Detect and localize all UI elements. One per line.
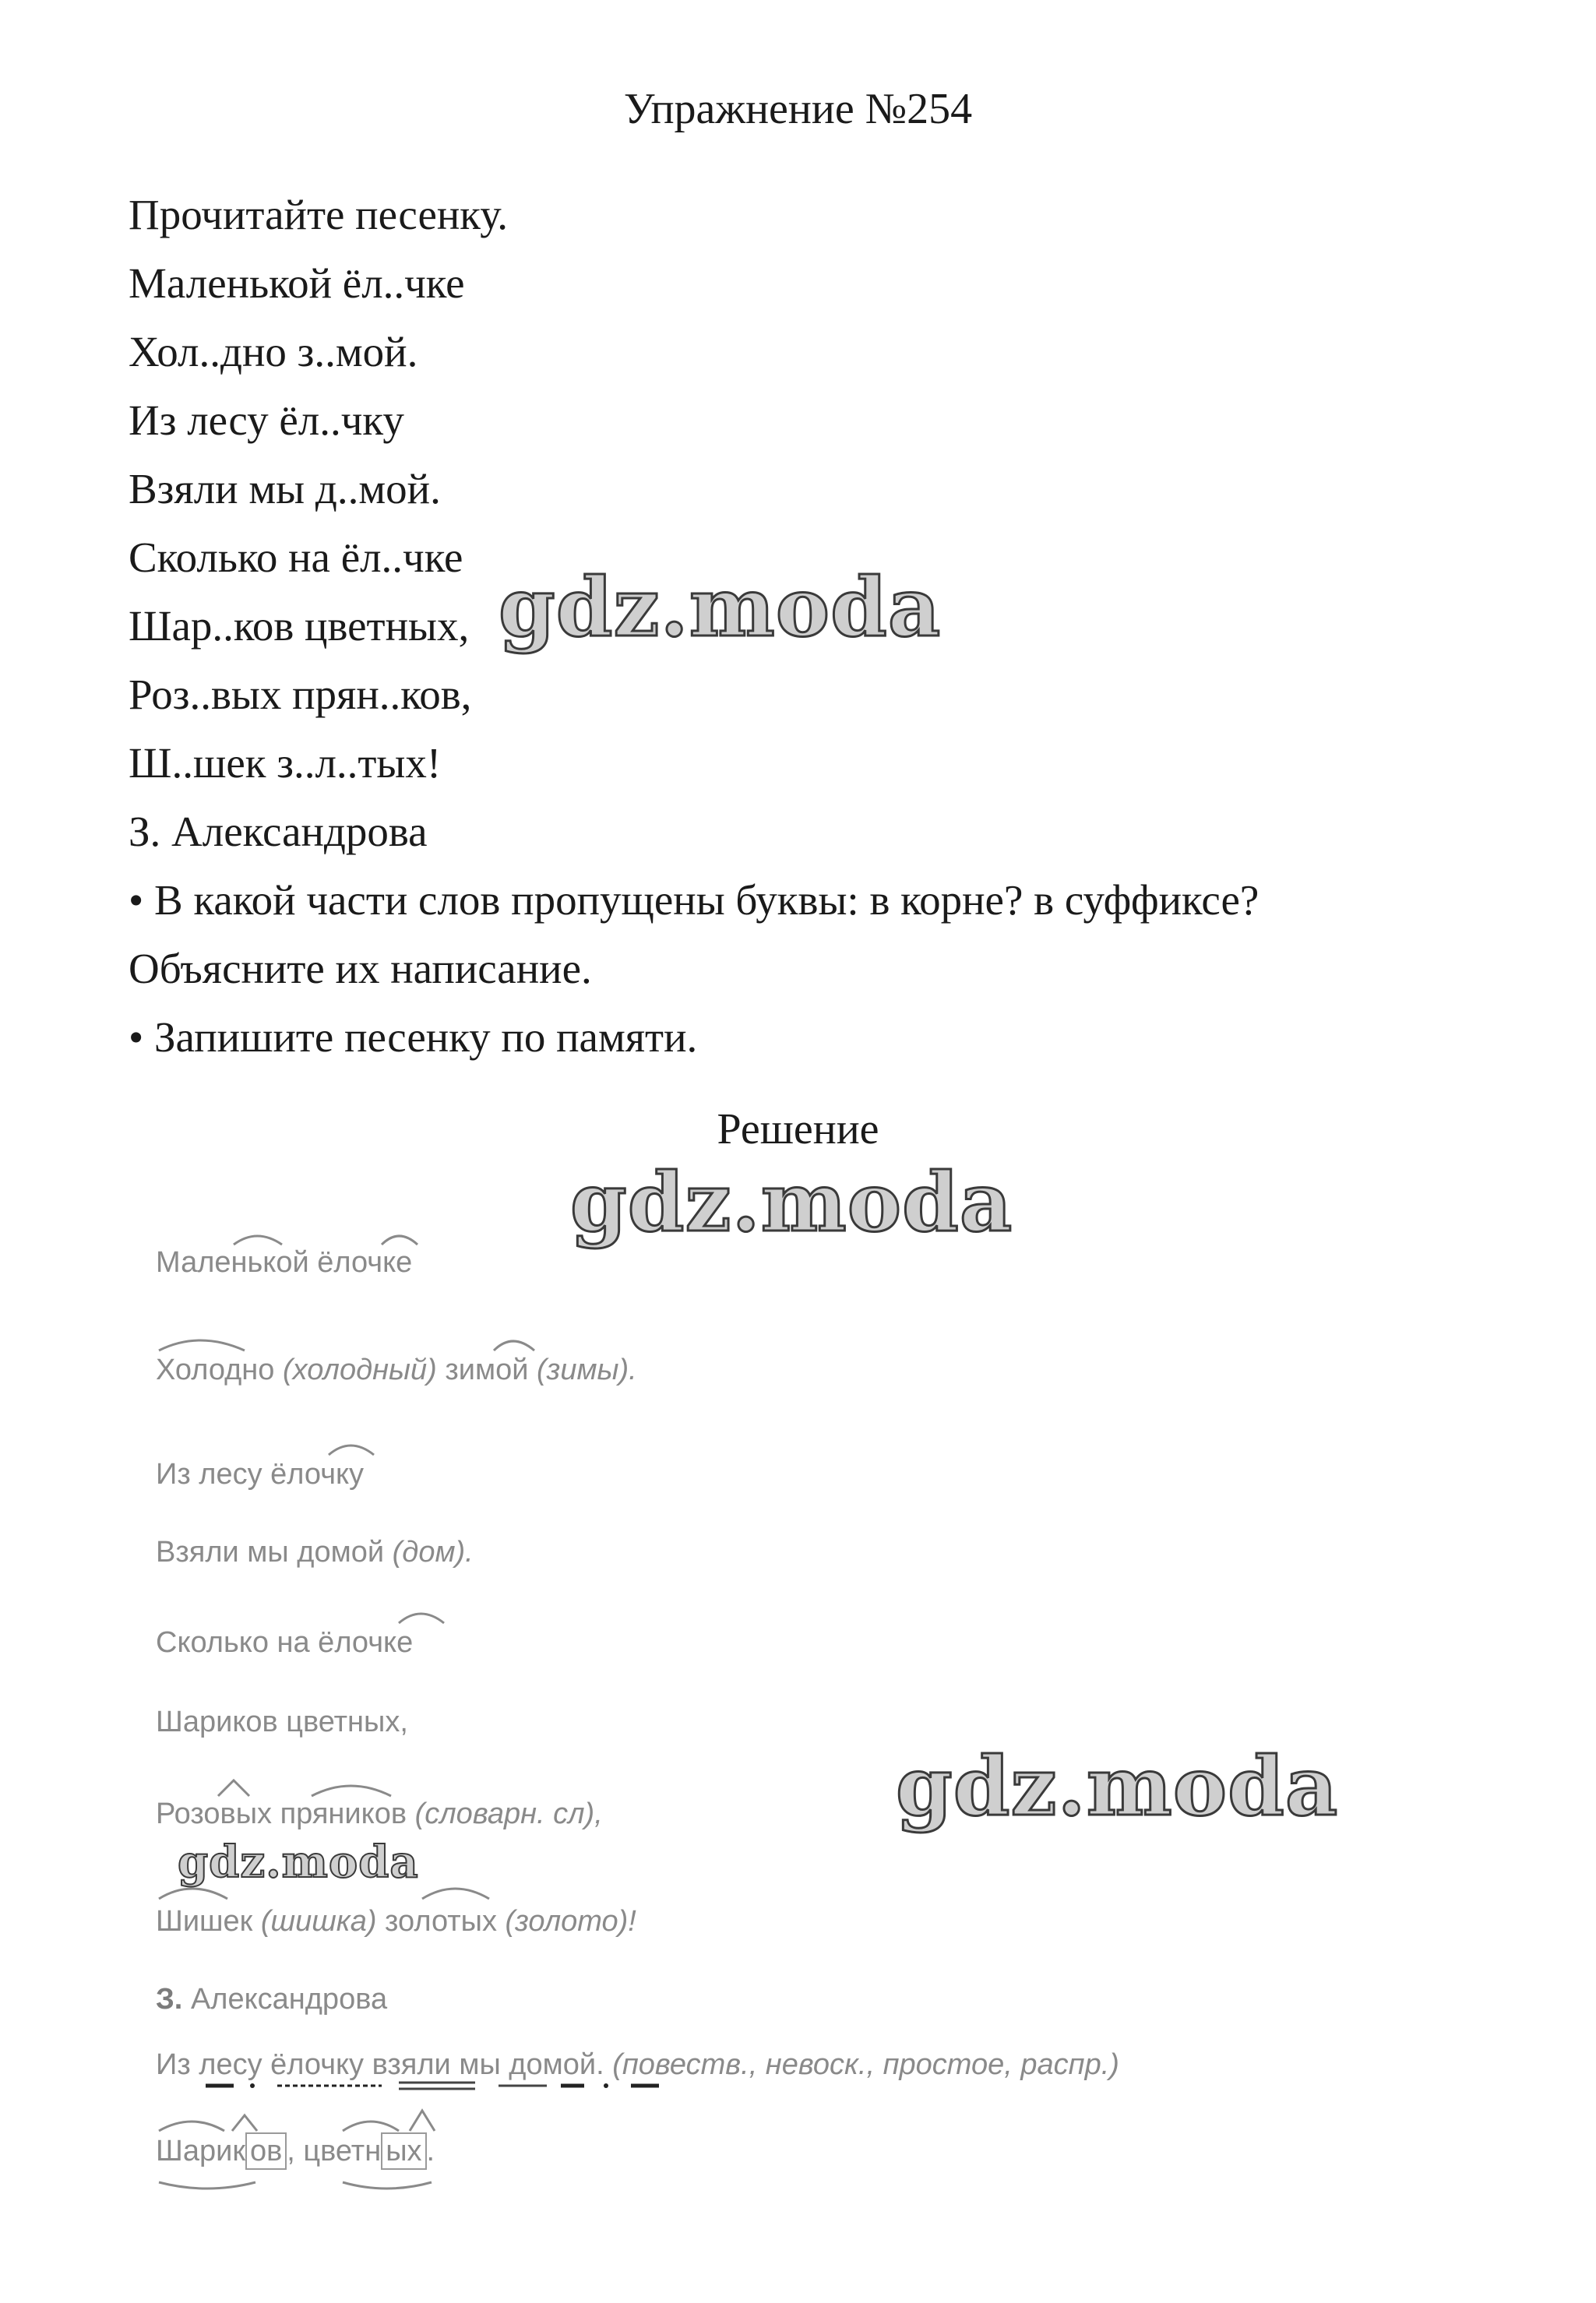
ending-box: ых — [381, 2132, 426, 2170]
exercise-line: Маленькой ёл..чке — [129, 259, 465, 307]
solution-word: Взяли мы домой — [156, 1536, 385, 1569]
watermark-logo: gdz.moda — [570, 1154, 1013, 1250]
exercise-line: Из лесу ёл..чку — [129, 396, 404, 444]
solution-hint: (дом). — [392, 1536, 474, 1569]
solution-word: Шишек — [156, 1905, 253, 1938]
root-arc-marks — [153, 1330, 558, 1354]
solution-line: Шариков цветных, — [156, 1706, 408, 1738]
exercise-line: • В какой части слов пропущены буквы: в корне? в суффиксе? — [129, 876, 1260, 924]
solution-line — [156, 1905, 636, 1939]
exercise-line: Ш..шек з..л..тых! — [129, 739, 442, 787]
exercise-line: Сколько на ёл..чке — [129, 533, 463, 581]
watermark-logo: gdz.moda — [499, 559, 942, 655]
morph-stem: цветн — [303, 2135, 382, 2167]
solution-hint: (золото)! — [505, 1905, 636, 1938]
solution-author — [156, 1983, 387, 2016]
exercise-line: З. Александрова — [129, 808, 428, 855]
sentence-underline-marks — [195, 2079, 678, 2095]
solution-line: Маленькой ёлочке — [156, 1246, 413, 1279]
root-arc-marks — [210, 1776, 413, 1799]
solution-word: Холодно — [156, 1354, 275, 1386]
watermark-logo: gdz.moda — [178, 1836, 419, 1888]
solution-word: Розовых пряников — [156, 1798, 407, 1830]
solution-word: зимой — [445, 1354, 529, 1386]
separator: , — [287, 2135, 295, 2167]
root-arc-marks — [389, 1603, 460, 1626]
solution-hint: (шишка) — [260, 1905, 377, 1938]
root-arc-marks — [226, 1224, 444, 1248]
exercise-line: Роз..вых прян..ков, — [129, 671, 472, 718]
solution-line: Из лесу ёлочку — [156, 1458, 365, 1491]
ending-box: ов — [245, 2132, 287, 2170]
solution-line — [156, 1354, 637, 1387]
parsed-sentence: Из лесу ёлочку взяли мы домой. — [156, 2048, 604, 2081]
solution-line — [156, 1798, 603, 1831]
solution-line: Сколько на ёлочке — [156, 1626, 414, 1659]
solution-line — [156, 1536, 474, 1569]
exercise-line: Взяли мы д..мой. — [129, 465, 441, 512]
exercise-line: Объясните их написание. — [129, 945, 592, 992]
exercise-line: Хол..дно з..мой. — [129, 328, 418, 375]
exercise-line: Шар..ков цветных, — [129, 602, 470, 650]
watermark-logo: gdz.moda — [896, 1738, 1339, 1834]
solution-hint: (словарн. сл), — [414, 1798, 603, 1830]
solution-title: Решение — [717, 1105, 879, 1153]
exercise-title: Упражнение №254 — [623, 85, 973, 133]
root-arc-marks — [319, 1435, 389, 1458]
author-name: Александрова — [190, 1983, 388, 2016]
exercise-line: • Запишите песенку по памяти. — [129, 1013, 698, 1061]
morpheme-marks — [153, 2104, 511, 2198]
separator: . — [426, 2135, 435, 2167]
exercise-line: Прочитайте песенку. — [129, 191, 508, 238]
morph-stem: Шарик — [156, 2135, 245, 2167]
solution-hint: (зимы). — [537, 1354, 637, 1386]
sentence-characteristics: (повеств., невоск., простое, распр.) — [612, 2048, 1119, 2081]
solution-hint: (холодный) — [282, 1354, 437, 1386]
solution-parse-line — [156, 2048, 1119, 2082]
author-initial: З. — [156, 1983, 183, 2016]
solution-word: золотых — [385, 1905, 497, 1938]
